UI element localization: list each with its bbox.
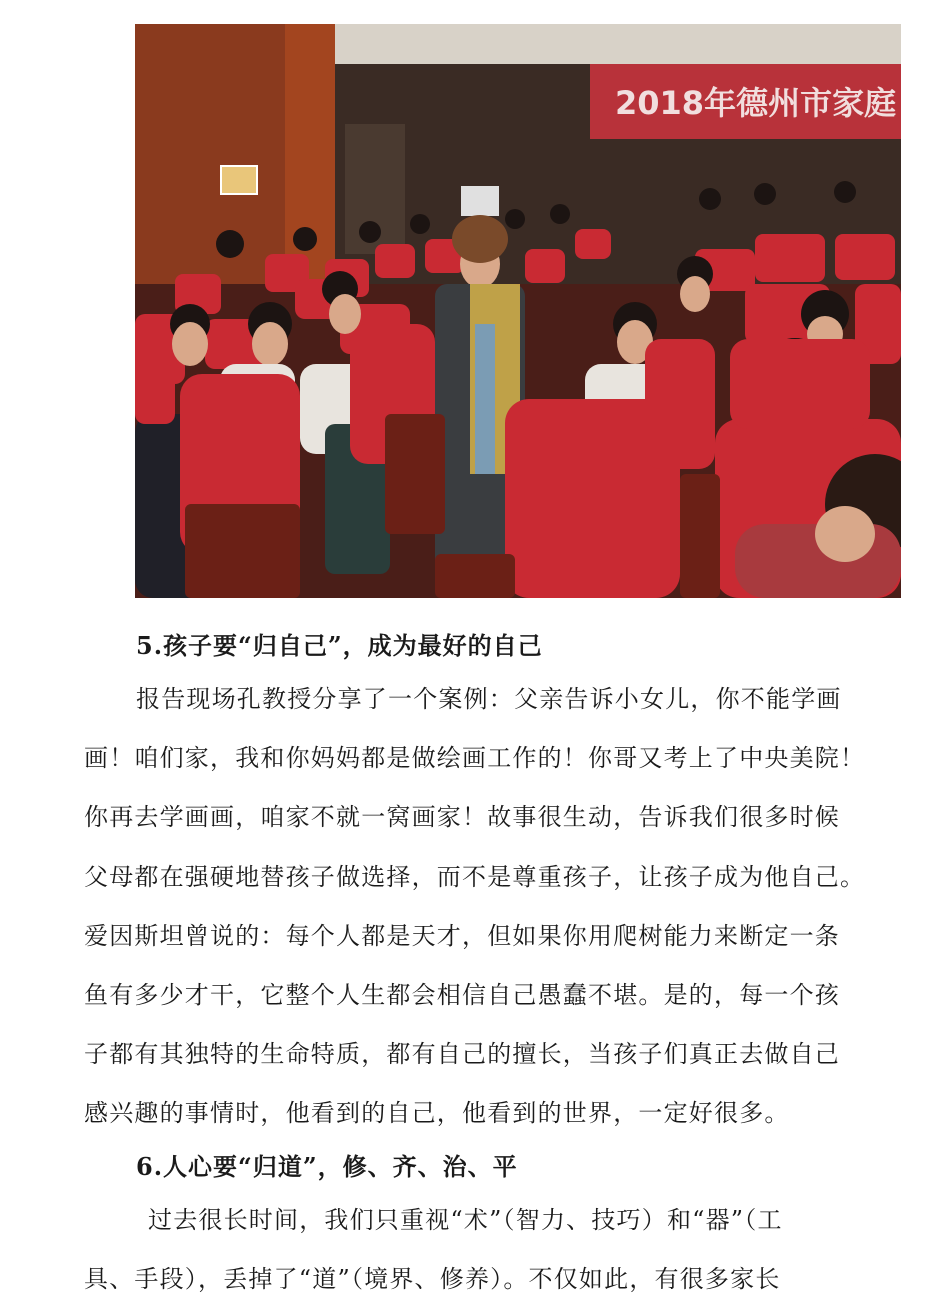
section-5-line: 你再去学画画，咱家不就一窝画家！故事很生动，告诉我们很多时候 [84,803,840,832]
section-5-body [84,670,866,1144]
section-5-line: 父母都在强硬地替孩子做选择，而不是尊重孩子，让孩子成为他自己。 [84,862,866,891]
section-5-line: 画！咱们家，我和你妈妈都是做绘画工作的！你哥又考上了中央美院！ [84,744,866,773]
section-5-line: 报告现场孔教授分享了一个案例：父亲告诉小女儿，你不能学画 [136,685,842,713]
section-5-line: 感兴趣的事情时，他看到的自己，他看到的世界，一定好很多。 [84,1099,790,1128]
section-6-heading: 6.人心要“归道”，修、齐、治、平 [136,1152,518,1181]
lecture-photo [135,24,901,598]
section-6-line: 具、手段），丢掉了“道”（境界、修养）。不仅如此，有很多家长 [84,1265,781,1294]
section-5-line: 子都有其独特的生命特质，都有自己的擅长，当孩子们真正去做自己 [84,1040,840,1069]
section-6-line: 过去很长时间，我们只重视“术”（智力、技巧）和“器”（工 [148,1206,783,1234]
section-5-line: 鱼有多少才干，它整个人生都会相信自己愚蠢不堪。是的，每一个孩 [84,980,840,1009]
banner-label: 2018年德州市家庭 [615,84,897,122]
section-6-body [84,1191,854,1309]
section-5-heading: 5.孩子要“归自己”，成为最好的自己 [136,631,543,660]
section-5-line: 爱因斯坦曾说的：每个人都是天才，但如果你用爬树能力来断定一条 [84,921,840,950]
photo-audience-icon [135,24,901,598]
